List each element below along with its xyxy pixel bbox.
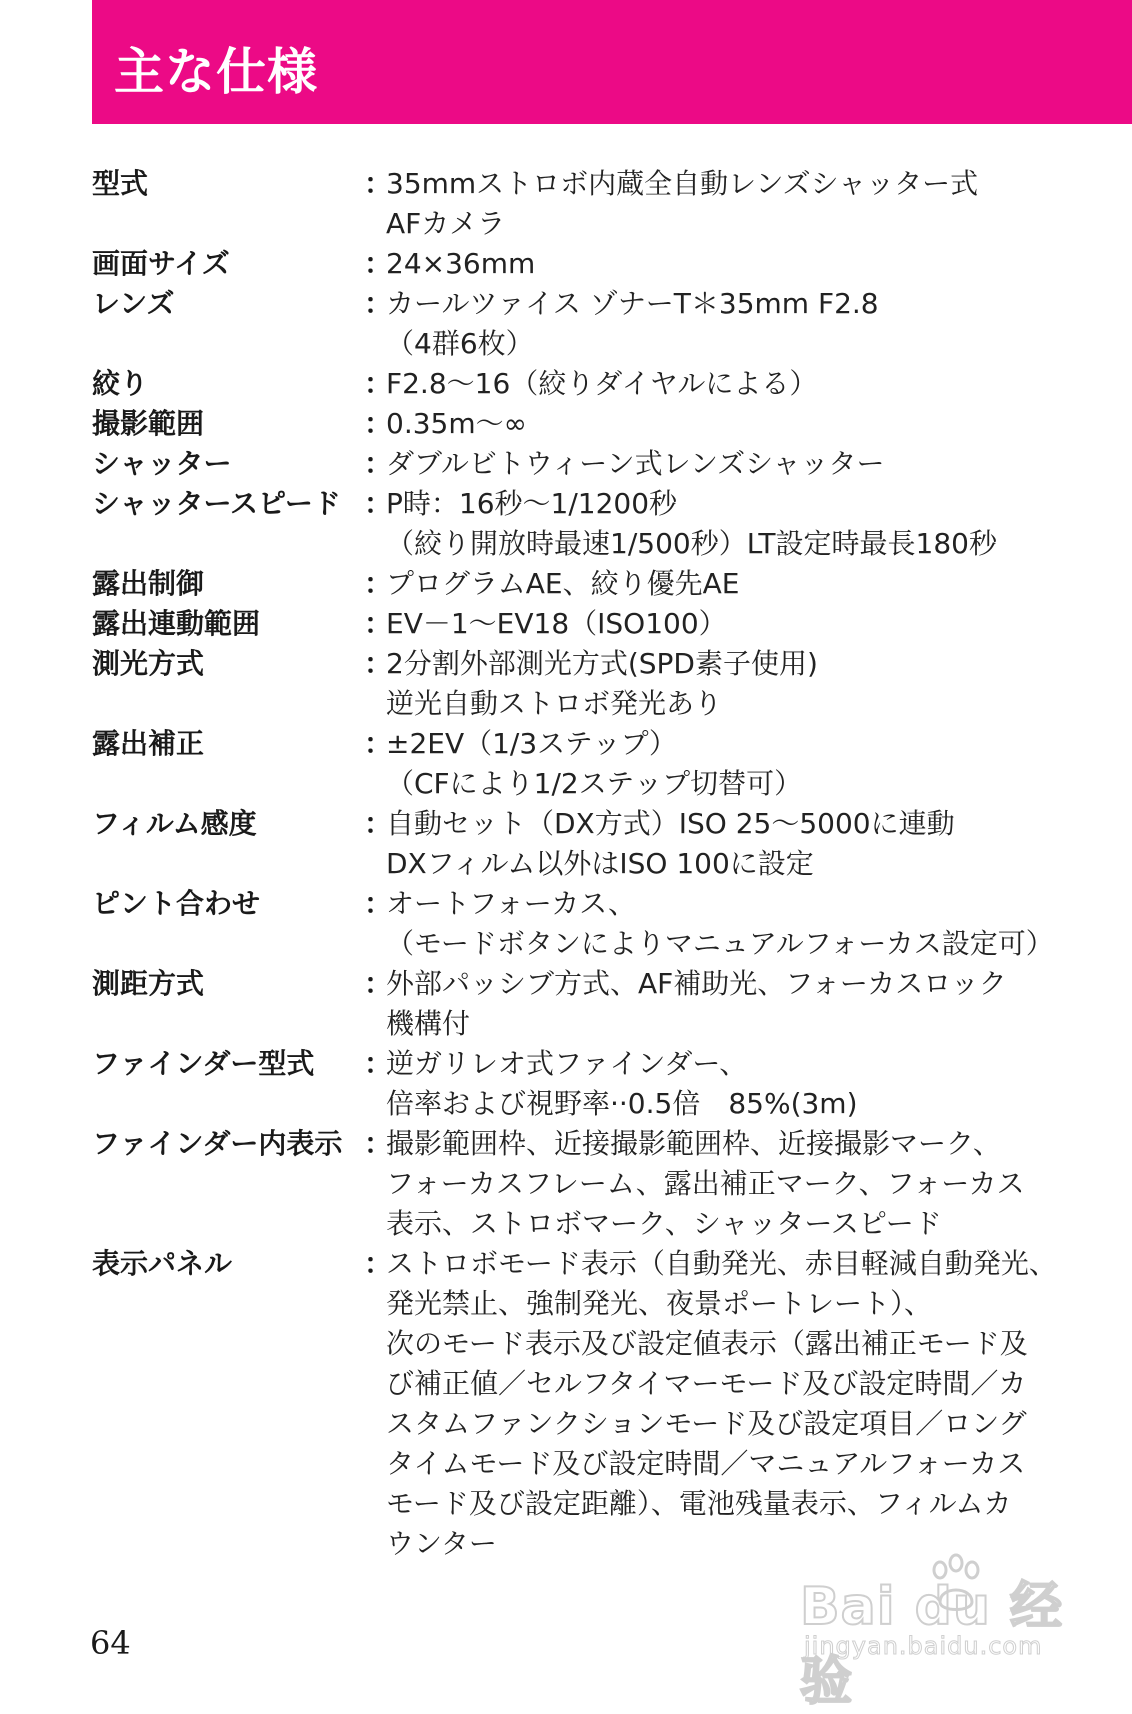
- spec-value: [386, 724, 1092, 804]
- spec-value: [386, 644, 1092, 724]
- spec-list: [92, 164, 1092, 1564]
- spec-row: [92, 724, 1092, 804]
- spec-value-line: 逆光自動ストロボ発光あり: [386, 687, 723, 720]
- spec-colon: ：: [364, 727, 393, 760]
- spec-label: ファインダー内表示: [92, 1127, 343, 1160]
- spec-row: [92, 604, 1092, 644]
- spec-value-line: （絞り開放時最速1/500秒）LT設定時最長180秒: [386, 527, 997, 560]
- spec-label: 表示パネル: [92, 1247, 233, 1280]
- spec-value: [386, 1044, 1092, 1124]
- spec-label: フィルム感度: [92, 807, 257, 840]
- spec-label: 絞り: [92, 367, 149, 400]
- spec-colon: ：: [364, 567, 393, 600]
- spec-value: [386, 364, 1092, 404]
- spec-value-line: び補正値／セルフタイマーモード及び設定時間／カ: [386, 1367, 1027, 1400]
- spec-colon: ：: [364, 167, 393, 200]
- spec-colon: ：: [364, 487, 393, 520]
- spec-colon: ：: [364, 807, 393, 840]
- spec-colon: ：: [364, 287, 393, 320]
- spec-value-line: ストロボモード表示（自動発光、赤目軽減自動発光、: [386, 1247, 1057, 1280]
- spec-value: [386, 564, 1092, 604]
- spec-row: [92, 284, 1092, 364]
- spec-value: [386, 404, 1092, 444]
- spec-value-line: F2.8～16（絞りダイヤルによる）: [386, 367, 818, 400]
- spec-value-line: 外部パッシブ方式、AF補助光、フォーカスロック: [386, 967, 1007, 1000]
- spec-value-line: AFカメラ: [386, 207, 506, 240]
- spec-label: ファインダー型式: [92, 1047, 315, 1080]
- spec-row: [92, 164, 1092, 244]
- spec-colon: ：: [364, 1127, 393, 1160]
- spec-value-line: スタムファンクションモード及び設定項目／ロング: [386, 1407, 1027, 1440]
- spec-value: [386, 1124, 1092, 1244]
- spec-value-line: 次のモード表示及び設定値表示（露出補正モード及: [386, 1327, 1028, 1360]
- paw-icon: [926, 1552, 986, 1622]
- section-header: [92, 0, 1132, 124]
- spec-label: 画面サイズ: [92, 247, 230, 280]
- spec-value-line: オートフォーカス、: [386, 887, 637, 920]
- spec-row: [92, 564, 1092, 604]
- spec-value-line: ±2EV（1/3ステップ）: [386, 727, 677, 760]
- spec-value-line: 35mmストロボ内蔵全自動レンズシャッター式: [386, 167, 979, 200]
- spec-value-line: 逆ガリレオ式ファインダー、: [386, 1047, 748, 1080]
- spec-value: [386, 1244, 1092, 1564]
- spec-value-line: タイムモード及び設定時間／マニュアルフォーカス: [386, 1447, 1026, 1480]
- spec-value-line: 0.35m～∞: [386, 407, 527, 440]
- spec-colon: ：: [364, 407, 393, 440]
- spec-label: 露出制御: [92, 567, 205, 600]
- spec-value-line: （4群6枚）: [386, 327, 534, 360]
- spec-row: [92, 444, 1092, 484]
- spec-row: [92, 804, 1092, 884]
- spec-row: [92, 1244, 1092, 1564]
- spec-value-line: 2分割外部測光方式(SPD素子使用): [386, 647, 818, 680]
- spec-row: [92, 884, 1092, 964]
- spec-value-line: ダブルビトウィーン式レンズシャッター: [386, 447, 885, 480]
- spec-value-line: 発光禁止、強制発光、夜景ポートレート）、: [386, 1287, 933, 1320]
- spec-colon: ：: [364, 607, 393, 640]
- spec-label: レンズ: [92, 287, 175, 320]
- watermark-brand: Bai du 经验: [800, 1577, 1063, 1712]
- page-title: 主な仕様: [114, 43, 318, 101]
- spec-label: 撮影範囲: [92, 407, 205, 440]
- spec-value-line: P時：16秒～1/1200秒: [386, 487, 678, 520]
- spec-value-line: フォーカスフレーム、露出補正マーク、フォーカス: [386, 1167, 1025, 1200]
- spec-value: [386, 604, 1092, 644]
- spec-row: [92, 644, 1092, 724]
- spec-value: [386, 484, 1092, 564]
- spec-value-line: （CFにより1/2ステップ切替可）: [386, 767, 803, 800]
- spec-value: [386, 444, 1092, 484]
- spec-colon: ：: [364, 447, 393, 480]
- spec-colon: ：: [364, 367, 393, 400]
- spec-value-line: 機構付: [386, 1007, 471, 1040]
- spec-value: [386, 244, 1092, 284]
- spec-label: 露出補正: [92, 727, 205, 760]
- spec-value-line: 表示、ストロボマーク、シャッタースピード: [386, 1207, 942, 1240]
- spec-value-line: 24×36mm: [386, 247, 536, 280]
- spec-value: [386, 284, 1092, 364]
- spec-value-line: 自動セット（DX方式）ISO 25～5000に連動: [386, 807, 955, 840]
- spec-value-line: ウンター: [386, 1527, 497, 1560]
- spec-row: [92, 404, 1092, 444]
- page-number: 64: [90, 1624, 131, 1662]
- spec-label: ピント合わせ: [92, 887, 261, 920]
- spec-label: 露出連動範囲: [92, 607, 261, 640]
- spec-label: 型式: [92, 167, 149, 200]
- spec-value-line: 撮影範囲枠、近接撮影範囲枠、近接撮影マーク、: [386, 1127, 1001, 1160]
- spec-row: [92, 1124, 1092, 1244]
- spec-label: シャッタースピード: [92, 487, 341, 520]
- spec-value-line: （モードボタンによりマニュアルフォーカス設定可）: [386, 927, 1054, 960]
- spec-row: [92, 964, 1092, 1044]
- spec-colon: ：: [364, 1247, 393, 1280]
- spec-colon: ：: [364, 1047, 393, 1080]
- watermark-url: jingyan.baidu.com: [804, 1632, 1043, 1660]
- spec-label: シャッター: [92, 447, 232, 480]
- spec-label: 測距方式: [92, 967, 205, 1000]
- spec-value-line: モード及び設定距離）、電池残量表示、フィルムカ: [386, 1487, 1012, 1520]
- spec-label: 測光方式: [92, 647, 205, 680]
- spec-row: [92, 364, 1092, 404]
- spec-value-line: カールツァイス ゾナーT＊35mm F2.8: [386, 287, 879, 320]
- spec-value: [386, 164, 1092, 244]
- spec-value: [386, 804, 1092, 884]
- spec-colon: ：: [364, 647, 393, 680]
- spec-value-line: EV－1～EV18（ISO100）: [386, 607, 727, 640]
- spec-value: [386, 884, 1092, 964]
- spec-colon: ：: [364, 247, 393, 280]
- spec-colon: ：: [364, 887, 393, 920]
- spec-value: [386, 964, 1092, 1044]
- spec-value-line: DXフィルム以外はISO 100に設定: [386, 847, 814, 880]
- baidu-watermark: [800, 1548, 1100, 1712]
- spec-value-line: プログラムAE、絞り優先AE: [386, 567, 740, 600]
- spec-colon: ：: [364, 967, 393, 1000]
- spec-row: [92, 244, 1092, 284]
- spec-row: [92, 1044, 1092, 1124]
- spec-value-line: 倍率および視野率··0.5倍 85%(3m): [386, 1087, 858, 1120]
- spec-row: [92, 484, 1092, 564]
